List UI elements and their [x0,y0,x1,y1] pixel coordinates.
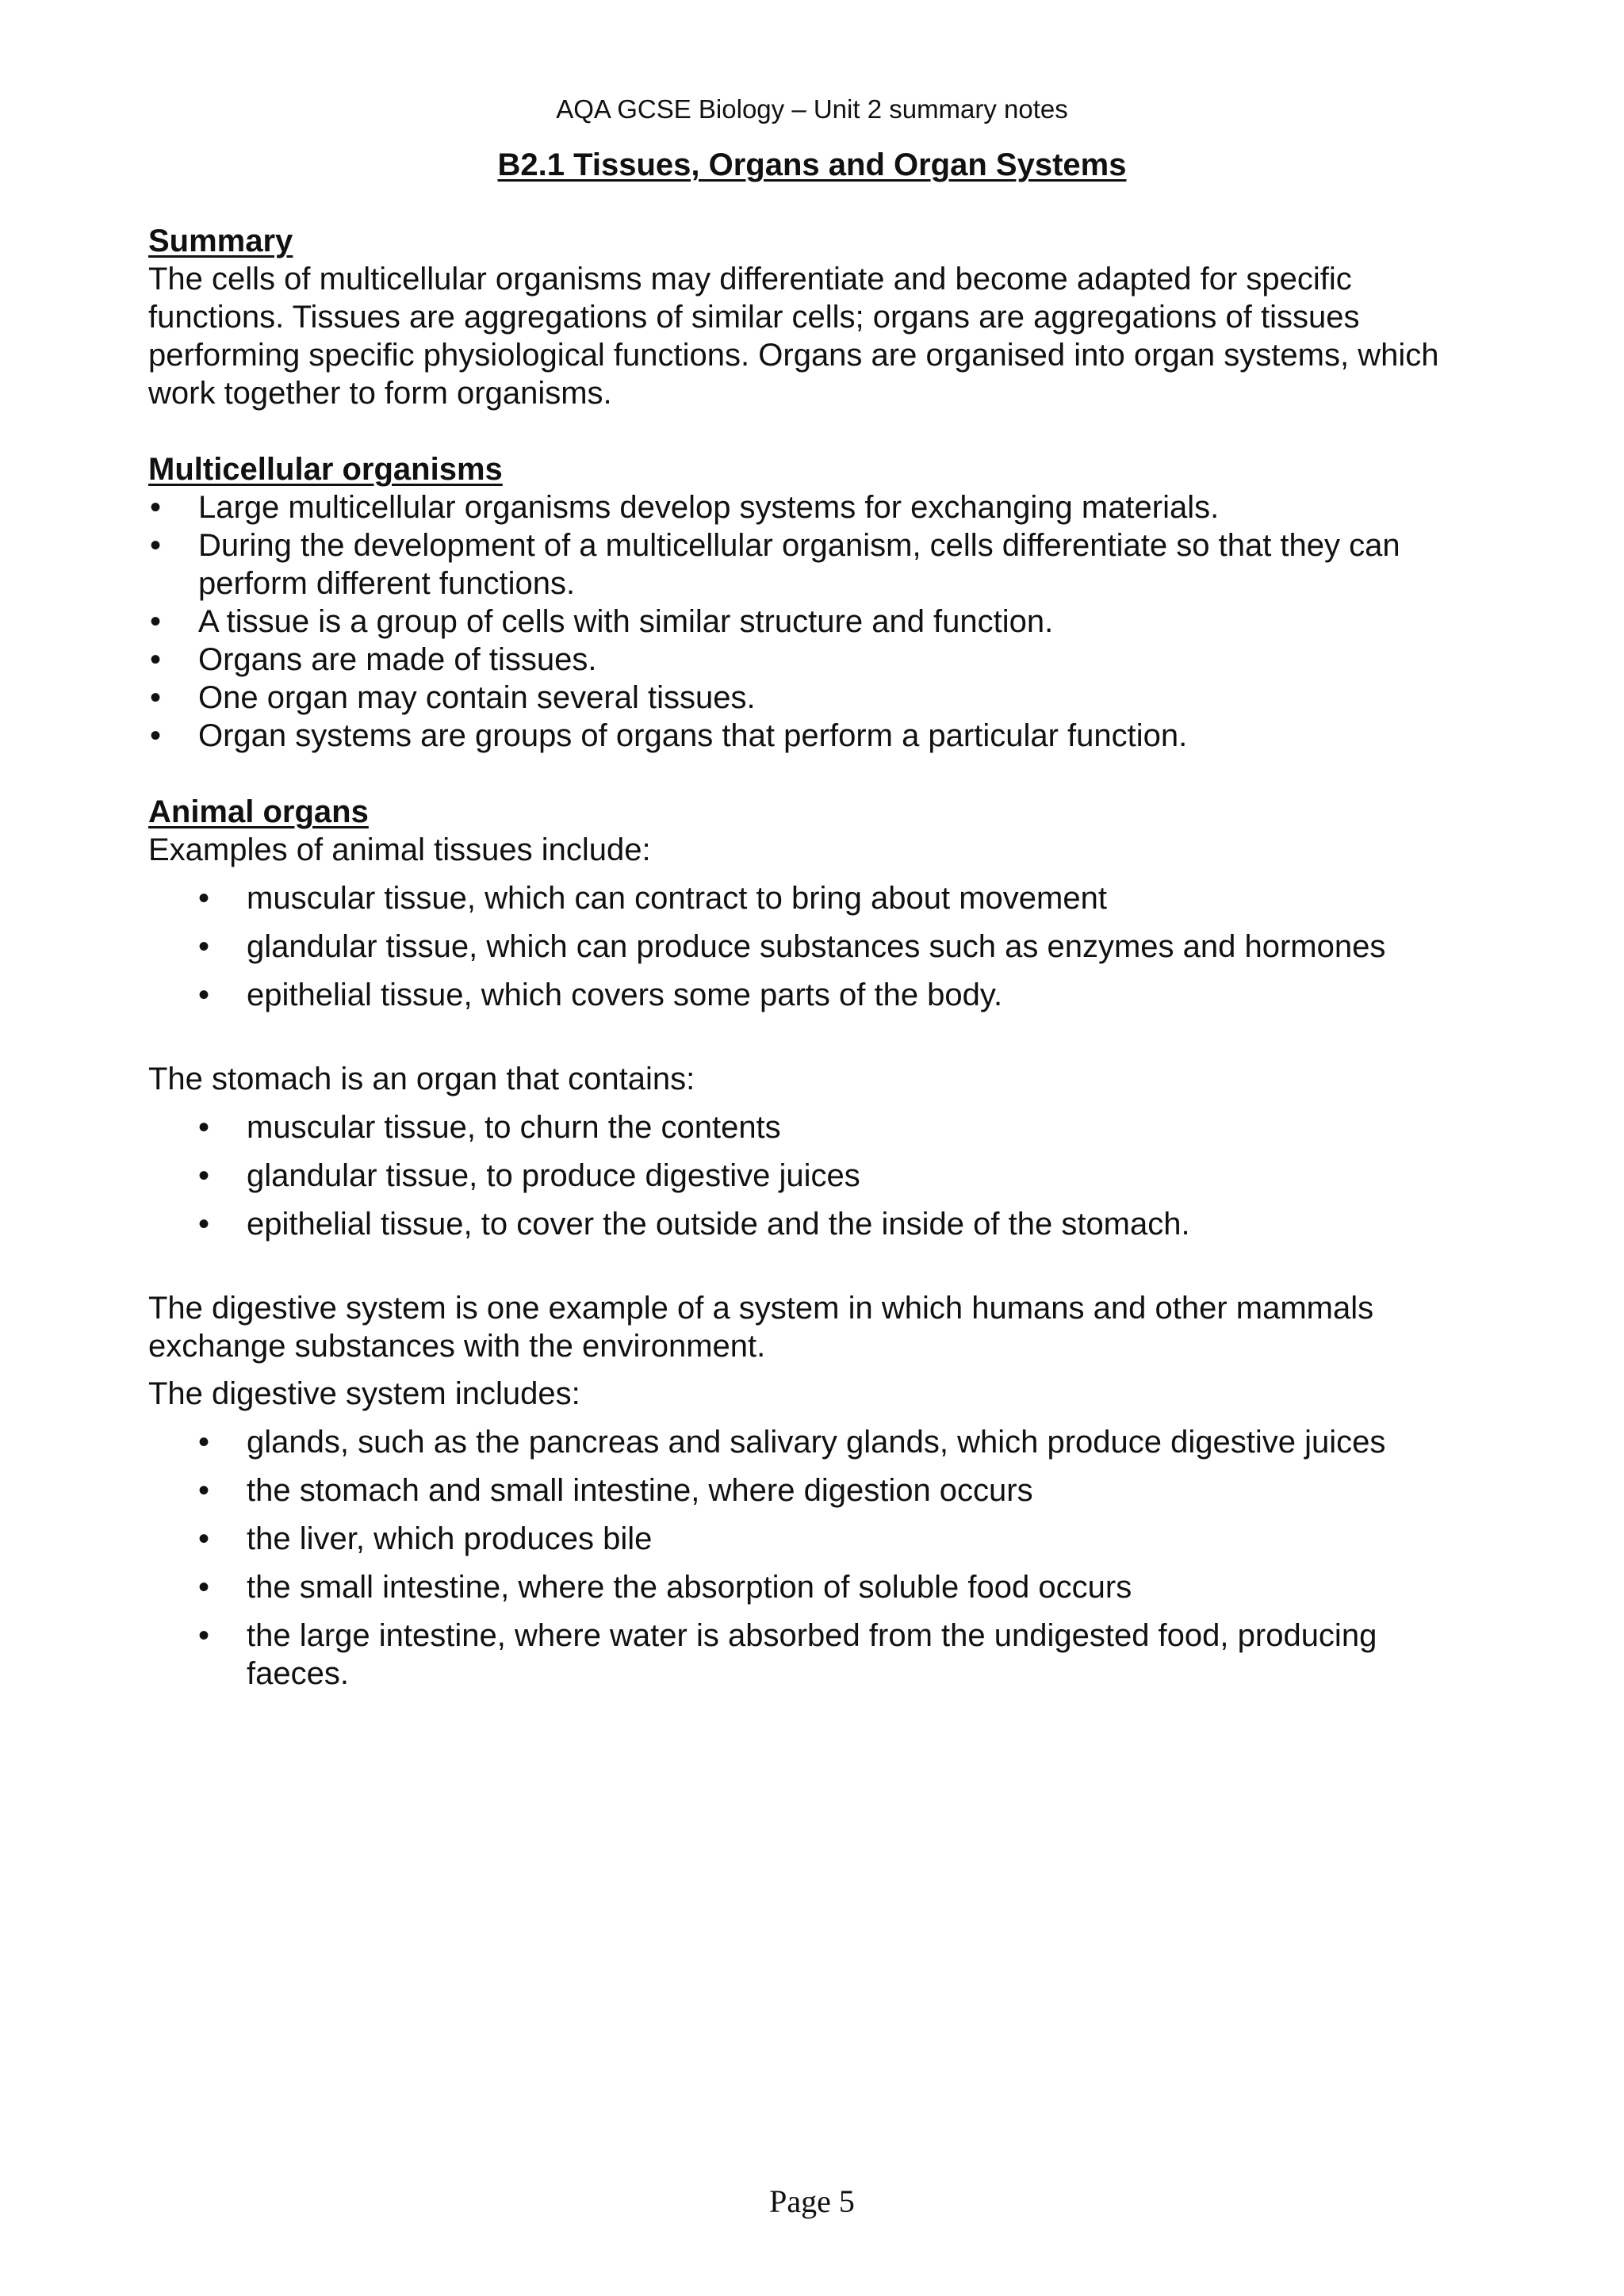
summary-paragraph: The cells of multicellular organisms may differentiate and become adapted for specific functions. Tissues are aggregations of similar cells; organs are aggregations of tissues performing specific physiological functions. Organs are organised into organ systems, which work together to form organisms. [148,262,1439,411]
list-item: • glandular tissue, to produce digestive juices [148,1157,1480,1195]
list-item: • During the development of a multicellular organism, cells differentiate so that they can perform different functions. [148,526,1480,603]
digestive-intro: The digestive system includes: [148,1376,580,1411]
list-item: • muscular tissue, to churn the contents [148,1108,1480,1146]
list-item: • Organ systems are groups of organs that perform a particular function. [148,717,1480,755]
list-item: • glands, such as the pancreas and salivary glands, which produce digestive juices [148,1423,1480,1461]
digestive-paragraph: The digestive system is one example of a system in which humans and other mammals exchange substances with the environment. [148,1291,1374,1364]
running-header: AQA GCSE Biology – Unit 2 summary notes [556,94,1068,124]
list-item: • Large multicellular organisms develop systems for exchanging materials. [148,488,1480,526]
list-item: • the stomach and small intestine, where digestion occurs [148,1471,1480,1510]
list-item: • One organ may contain several tissues. [148,679,1480,717]
list-item: • epithelial tissue, to cover the outside and the inside of the stomach. [148,1205,1480,1243]
stomach-tissues-list [148,1108,1480,1243]
tissues-intro: Examples of animal tissues include: [148,832,651,867]
animal-organs-heading: Animal organs [148,794,369,829]
list-item: • epithelial tissue, which covers some parts of the body. [148,976,1480,1014]
document-body [148,222,1480,1693]
list-item: • muscular tissue, which can contract to bring about movement [148,879,1480,917]
summary-heading: Summary [148,224,293,258]
list-item: • the small intestine, where the absorption of soluble food occurs [148,1568,1480,1606]
list-item: • the large intestine, where water is absorbed from the undigested food, producing faeces. [148,1617,1480,1693]
list-item: • glandular tissue, which can produce substances such as enzymes and hormones [148,928,1480,966]
list-item: • A tissue is a group of cells with similar structure and function. [148,603,1480,641]
animal-tissues-list [148,879,1480,1014]
list-item: • the liver, which produces bile [148,1520,1480,1558]
page-title: B2.1 Tissues, Organs and Organ Systems [497,147,1127,182]
multicellular-list [148,488,1480,755]
list-item: • Organs are made of tissues. [148,641,1480,679]
page-number: Page 5 [769,2183,855,2219]
stomach-intro: The stomach is an organ that contains: [148,1062,695,1096]
multicellular-heading: Multicellular organisms [148,452,503,487]
digestive-system-list [148,1423,1480,1693]
